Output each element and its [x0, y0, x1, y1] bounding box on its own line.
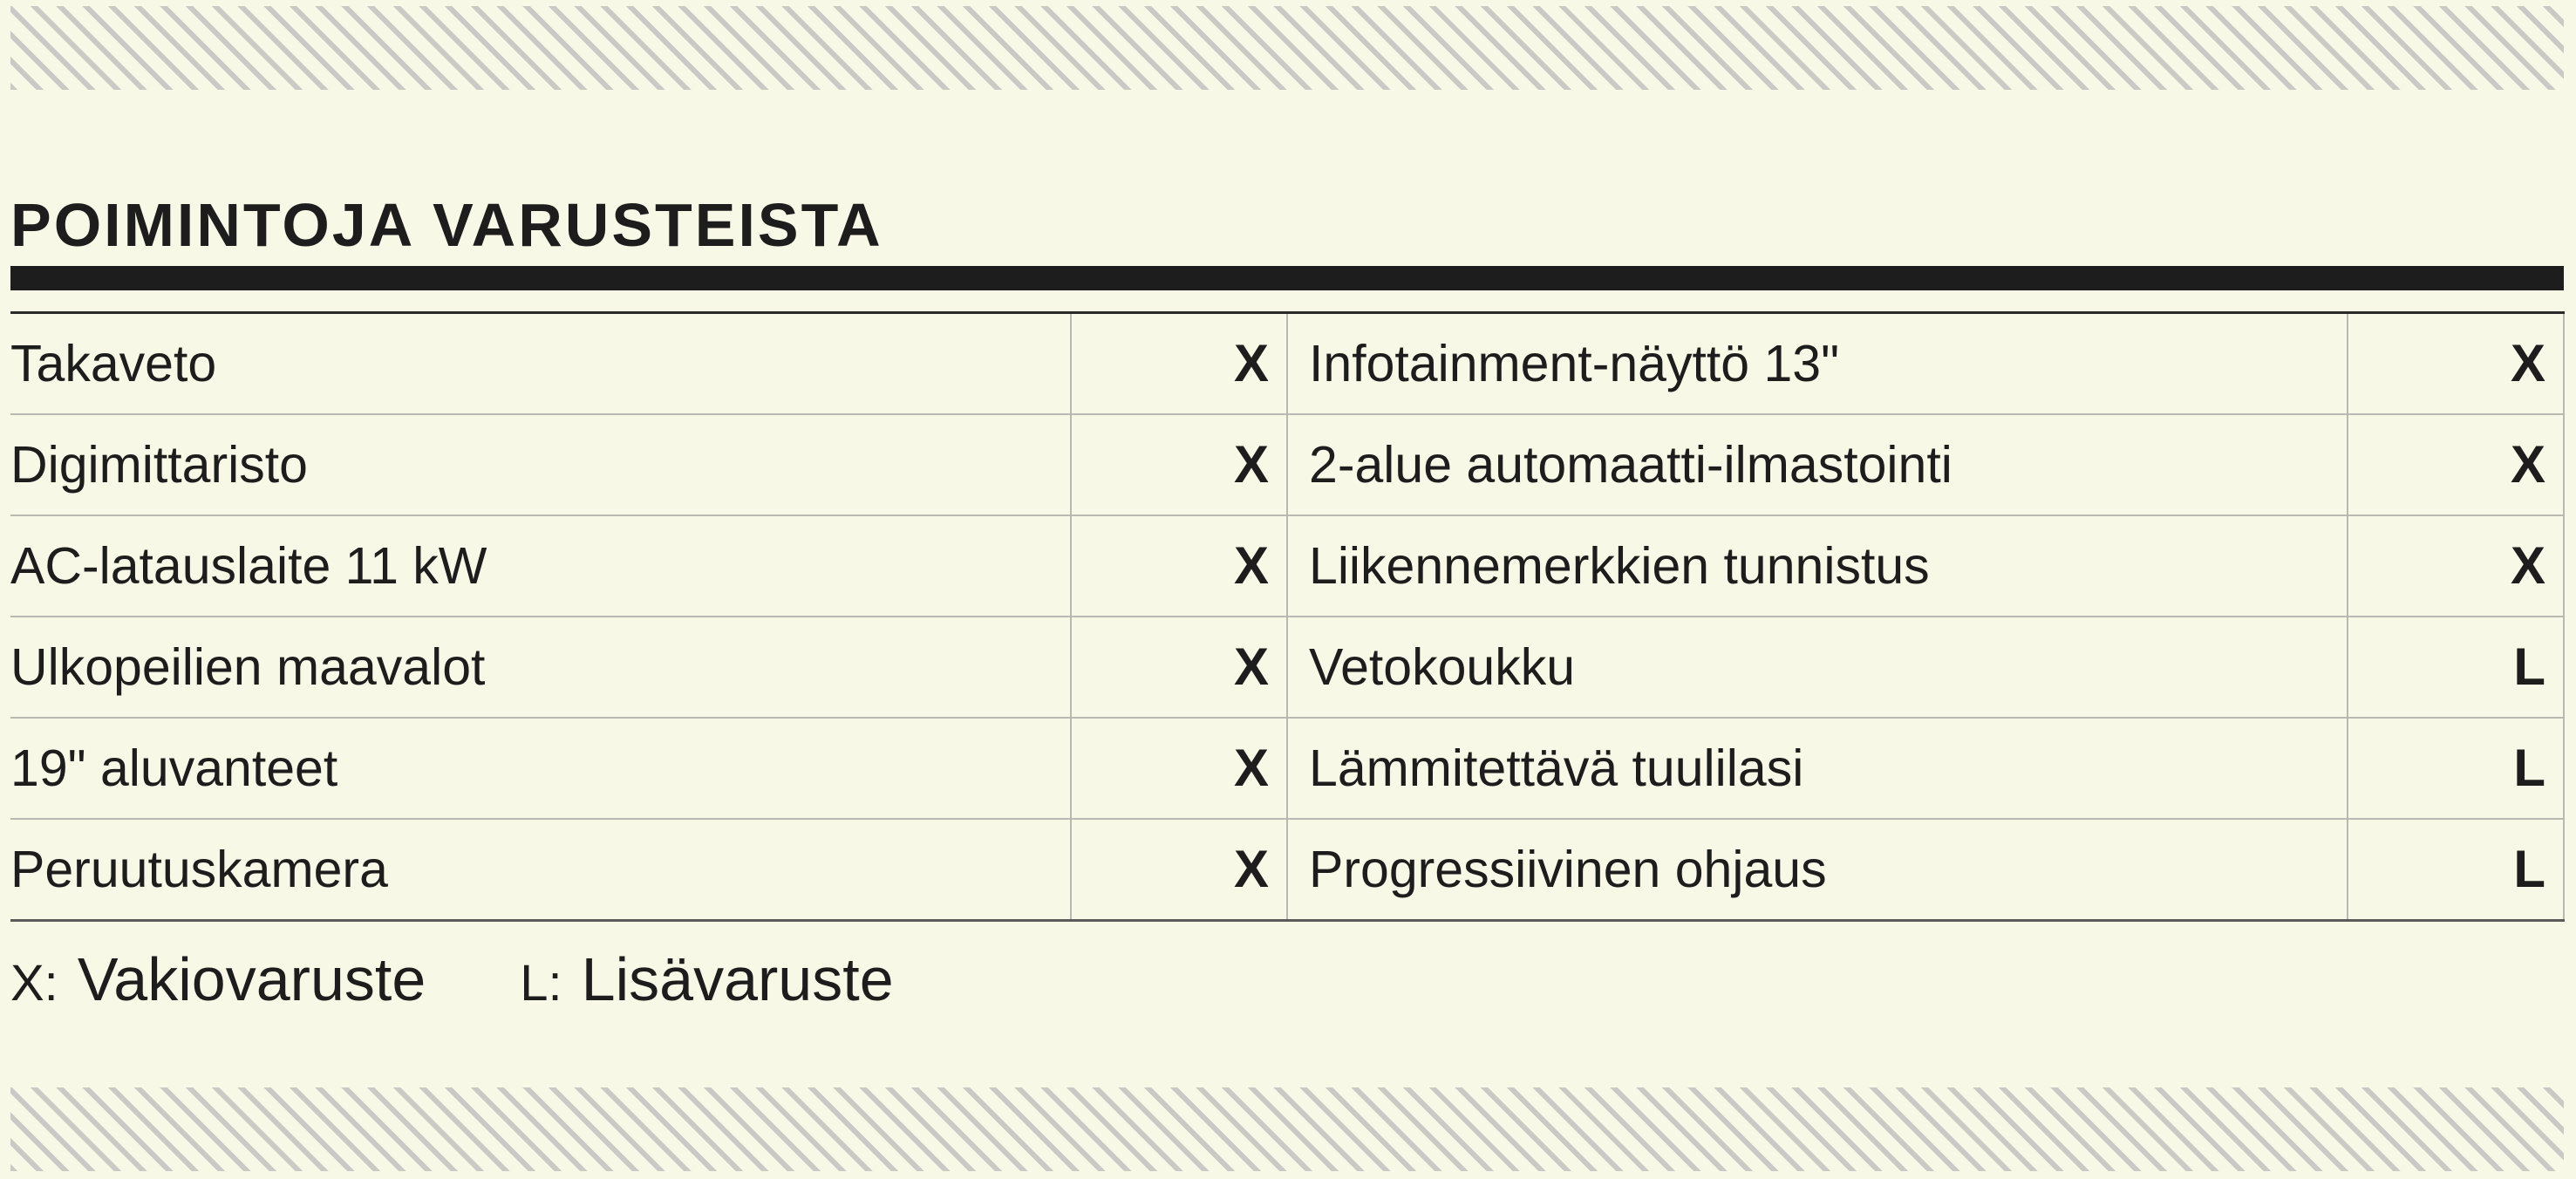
- equipment-mark: X: [1071, 819, 1287, 921]
- equipment-mark: X: [2348, 515, 2564, 617]
- legend-item-standard: [10, 944, 426, 1014]
- equipment-name: AC-latauslaite 11 kW: [10, 515, 1071, 617]
- equipment-name: Vetokoukku: [1287, 617, 2348, 718]
- equipment-name: Progressiivinen ohjaus: [1287, 819, 2348, 921]
- legend-label: Vakiovaruste: [77, 945, 426, 1013]
- table-row: [10, 515, 2564, 617]
- table-row: [10, 313, 2564, 415]
- equipment-mark: X: [1071, 617, 1287, 718]
- table-row: [10, 718, 2564, 819]
- equipment-mark: X: [1071, 414, 1287, 515]
- equipment-mark: X: [1071, 718, 1287, 819]
- equipment-mark: X: [2348, 313, 2564, 415]
- equipment-mark: X: [1071, 313, 1287, 415]
- equipment-name: Peruutuskamera: [10, 819, 1071, 921]
- legend-label: Lisävaruste: [581, 945, 894, 1013]
- equipment-name: 2-alue automaatti-ilmastointi: [1287, 414, 2348, 515]
- equipment-mark: L: [2348, 718, 2564, 819]
- equipment-mark: L: [2348, 617, 2564, 718]
- legend-key: X:: [10, 955, 58, 1012]
- equipment-name: Ulkopeilien maavalot: [10, 617, 1071, 718]
- equipment-mark: X: [1071, 515, 1287, 617]
- equipment-name: Digimittaristo: [10, 414, 1071, 515]
- equipment-name: Infotainment-näyttö 13": [1287, 313, 2348, 415]
- equipment-mark: X: [2348, 414, 2564, 515]
- equipment-table: [10, 311, 2565, 922]
- legend: [10, 944, 988, 1023]
- legend-item-optional: [520, 944, 893, 1014]
- decorative-stripe-band-bottom: [10, 1087, 2564, 1171]
- table-row: [10, 617, 2564, 718]
- equipment-name: Lämmitettävä tuulilasi: [1287, 718, 2348, 819]
- table-row: [10, 819, 2564, 921]
- decorative-stripe-band-top: [10, 6, 2564, 90]
- equipment-name: 19" aluvanteet: [10, 718, 1071, 819]
- table-row: [10, 414, 2564, 515]
- equipment-name: Liikennemerkkien tunnistus: [1287, 515, 2348, 617]
- equipment-mark: L: [2348, 819, 2564, 921]
- equipment-name: Takaveto: [10, 313, 1071, 415]
- legend-key: L:: [520, 955, 562, 1012]
- title-underline: [10, 266, 2564, 290]
- section-title: POIMINTOJA VARUSTEISTA: [10, 191, 883, 259]
